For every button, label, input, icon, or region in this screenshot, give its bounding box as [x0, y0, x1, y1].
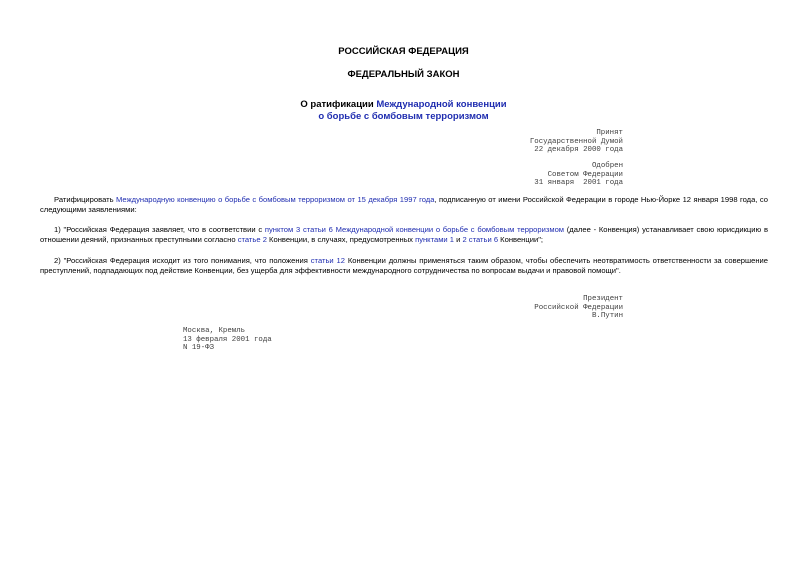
- ratification-paragraph: [40, 195, 768, 215]
- approved-line3: 31 января 2001 года: [534, 179, 623, 187]
- approved-line1: Одобрен: [591, 162, 623, 170]
- p3-text1: 2) "Российская Федерация исходит из того понимания, что положения: [54, 256, 311, 265]
- place-line1: Москва, Кремль: [183, 327, 246, 335]
- p2-text5: Конвенции";: [498, 235, 544, 244]
- place-line2: 13 февраля 2001 года: [183, 335, 272, 344]
- statement-1-paragraph: [40, 225, 768, 245]
- adopted-line2: Государственной Думой: [529, 137, 623, 146]
- country-heading: РОССИЙСКАЯ ФЕДЕРАЦИЯ: [338, 46, 469, 57]
- p2-text1: 1) "Российская Федерация заявляет, что в соответствии с: [54, 225, 265, 234]
- approved-block: [534, 162, 623, 188]
- adopted-line1: Принят: [596, 129, 623, 137]
- title-convention-link-line1[interactable]: Международной конвенции: [376, 99, 507, 110]
- signature-block: [534, 295, 623, 321]
- law-number: N 19-ФЗ: [183, 344, 215, 352]
- article6-p2-link[interactable]: 2 статьи 6: [462, 235, 499, 244]
- signature-line2: Российской Федерации: [534, 303, 623, 312]
- p2-text4: и: [454, 235, 463, 244]
- article2-link[interactable]: статье 2: [237, 235, 267, 244]
- convention-link[interactable]: Международную конвенцию о борьбе с бомбовым терроризмом от 15 декабря 1997 года: [116, 195, 435, 204]
- p1-text1: Ратифицировать: [54, 195, 117, 204]
- signature-line1: Президент: [583, 295, 623, 303]
- article6-p3-link[interactable]: пунктом 3 статьи 6 Международной конвенции о борьбе с бомбовым терроризмом: [264, 225, 565, 234]
- p1-text2: , подписанную от имени Российской Федерации в городе Нью-Йорке 12 января 1998 года, со следующими заявлениями:: [40, 195, 768, 214]
- statement-2-paragraph: [40, 256, 768, 276]
- points1-link[interactable]: пунктами 1: [415, 235, 454, 244]
- doc-type-heading: ФЕДЕРАЛЬНЫЙ ЗАКОН: [347, 69, 460, 80]
- p2-text3: Конвенции, в случаях, предусмотренных: [266, 235, 416, 244]
- p3-text2: Конвенции должны применяться таким образом, чтобы обеспечить неотвратимость ответственности за совершение преступлений, подпадающих под действие Конвенции, без ущерба для эффективности международного сотрудничества по вопросам выдачи и правовой помощи".: [40, 256, 768, 275]
- p2-text2: (далее - Конвенция) устанавливает свою юрисдикцию в отношении деяний, признанных преступными согласно: [40, 225, 768, 244]
- title-convention-link-line2[interactable]: о борьбе с бомбовым терроризмом: [318, 111, 489, 122]
- place-date-block: [183, 327, 272, 353]
- adopted-block: [530, 129, 623, 155]
- title-prefix: О ратификации: [300, 99, 377, 110]
- article12-link[interactable]: статьи 12: [310, 256, 345, 265]
- approved-line2: Советом Федерации: [547, 170, 623, 179]
- signature-line3: В.Путин: [591, 312, 623, 320]
- adopted-line3: 22 декабря 2000 года: [534, 146, 623, 154]
- law-title: [0, 99, 807, 123]
